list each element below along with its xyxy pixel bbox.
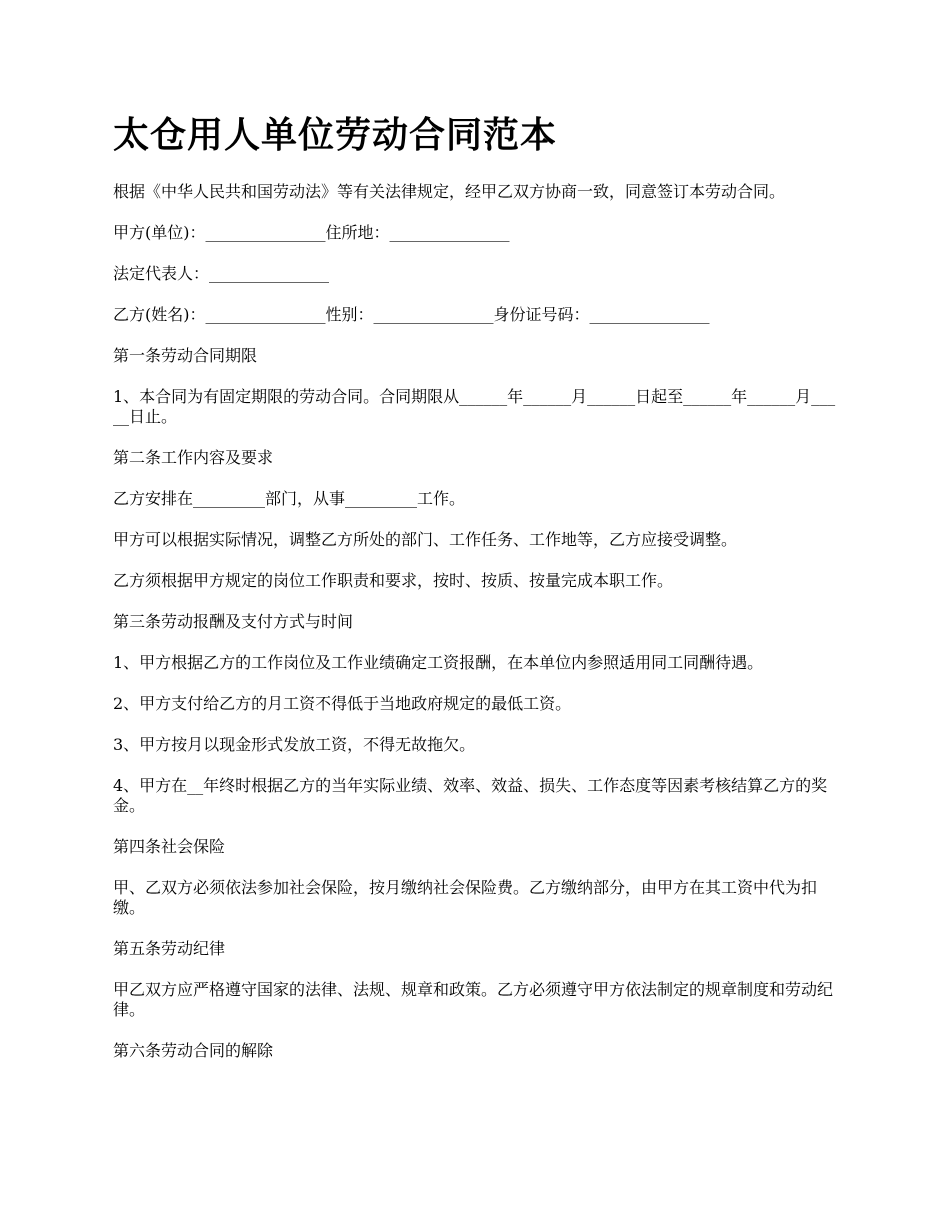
article-2-heading: 第二条工作内容及要求: [113, 448, 274, 467]
article-4-clause-1: 甲、乙双方必须依法参加社会保险，按月缴纳社会保险费。乙方缴纳部分，由甲方在其工资中代为扣缴。: [113, 878, 818, 917]
article-5-heading: 第五条劳动纪律: [113, 939, 226, 958]
document-title: 太仓用人单位劳动合同范本: [113, 115, 558, 156]
article-6-heading: 第六条劳动合同的解除: [113, 1041, 274, 1060]
article-2-clause-3: 乙方须根据甲方规定的岗位工作职责和要求，按时、按质、按量完成本职工作。: [113, 571, 674, 590]
article-1-clause-1: 1、本合同为有固定期限的劳动合同。合同期限从______年______月______日起至______年______月_____日止。: [113, 387, 836, 426]
article-3-clause-1: 1、甲方根据乙方的工作岗位及工作业绩确定工资报酬，在本单位内参照适用同工同酬待遇。: [113, 653, 764, 672]
article-2-clause-1: 乙方安排在_________部门，从事_________工作。: [113, 489, 466, 508]
article-3-clause-2: 2、甲方支付给乙方的月工资不得低于当地政府规定的最低工资。: [113, 694, 572, 713]
document-page: [113, 112, 843, 1082]
article-3-clause-3: 3、甲方按月以现金形式发放工资，不得无故拖欠。: [113, 735, 476, 754]
party-b-line: 乙方(姓名)：_______________性别：_______________身份证号码：_______________: [113, 305, 710, 324]
article-3-clause-4: 4、甲方在__年终时根据乙方的当年实际业绩、效率、效益、损失、工作态度等因素考核结算乙方的奖金。: [113, 776, 828, 815]
article-5-clause-1: 甲乙双方应严格遵守国家的法律、法规、规章和政策。乙方必须遵守甲方依法制定的规章制度和劳动纪律。: [113, 980, 834, 1019]
intro-paragraph: 根据《中华人民共和国劳动法》等有关法律规定，经甲乙双方协商一致，同意签订本劳动合同。: [113, 182, 786, 201]
article-3-heading: 第三条劳动报酬及支付方式与时间: [113, 612, 354, 631]
legal-representative-line: 法定代表人：_______________: [113, 264, 330, 283]
article-1-heading: 第一条劳动合同期限: [113, 346, 258, 365]
party-a-line: 甲方(单位)：_______________住所地：_______________: [113, 223, 510, 242]
article-2-clause-2: 甲方可以根据实际情况，调整乙方所处的部门、工作任务、工作地等，乙方应接受调整。: [113, 530, 738, 549]
article-4-heading: 第四条社会保险: [113, 837, 226, 856]
